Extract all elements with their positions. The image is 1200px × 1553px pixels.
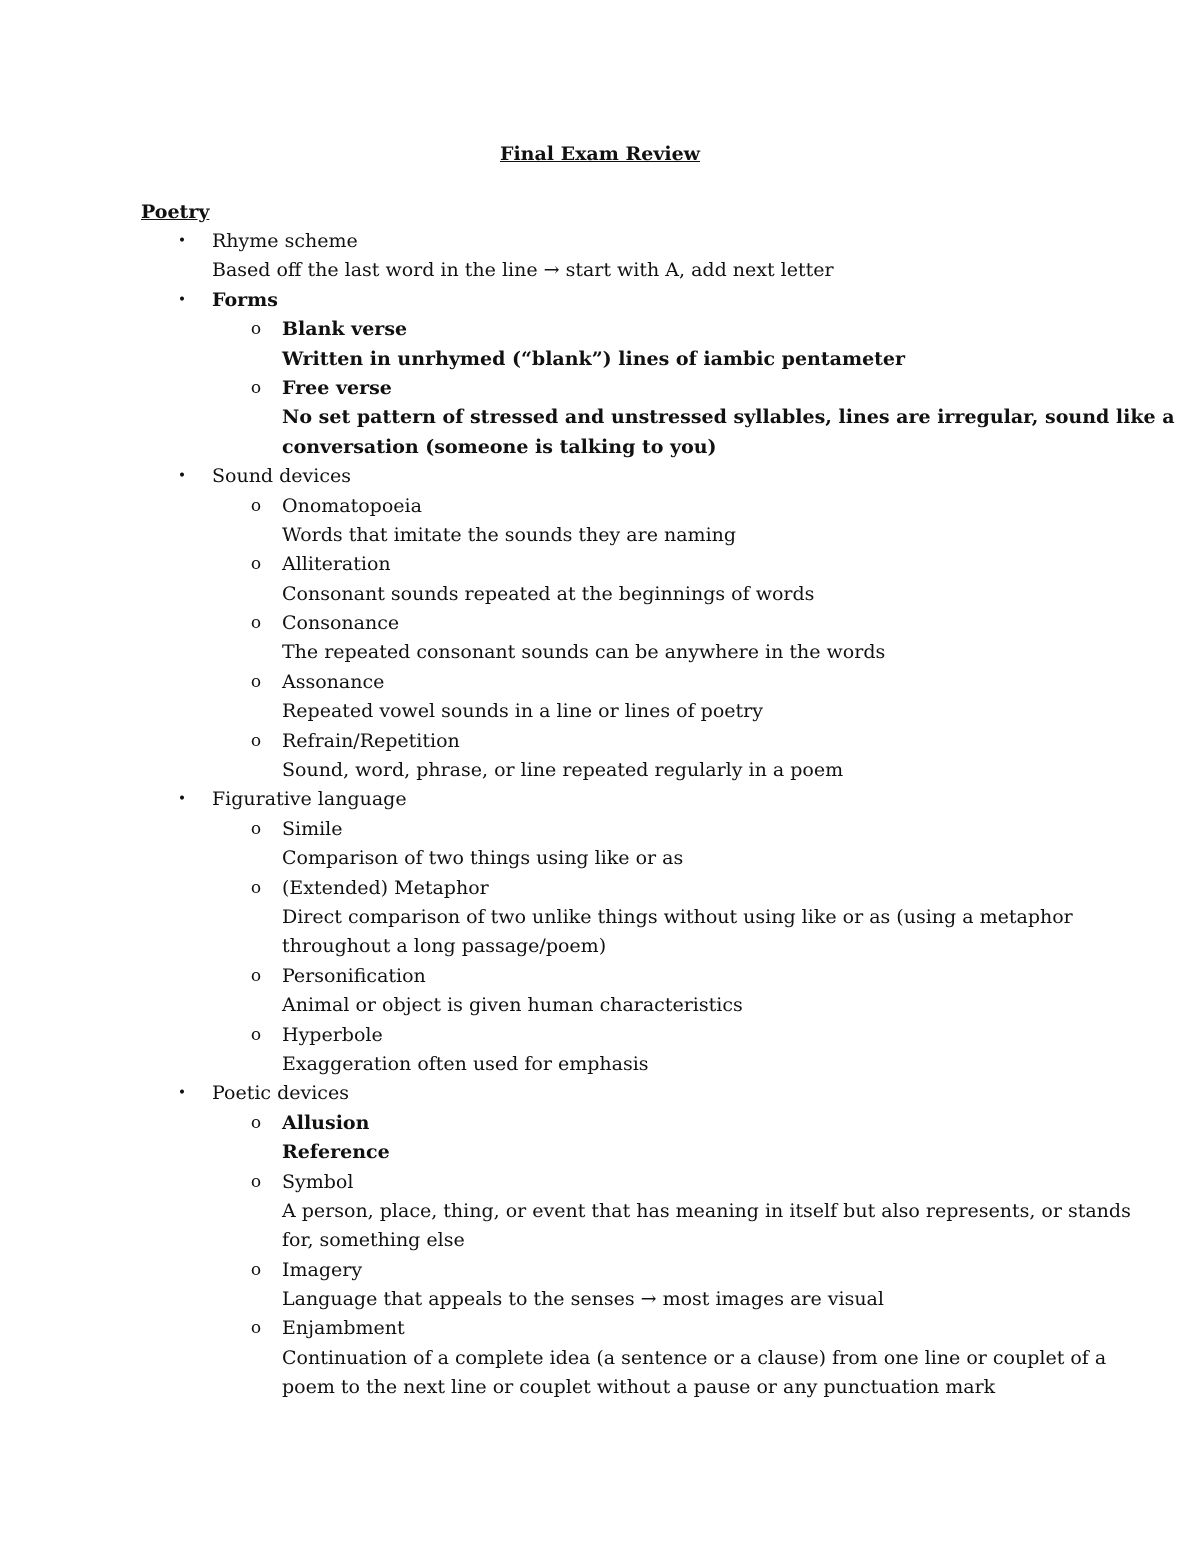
sub-item-label: Blank verse [282,318,408,341]
page-title: Final Exam Review [499,143,701,165]
sub-bullet-icon: o [250,1318,262,1339]
description-text: Written in unrhymed (“blank”) lines of iambic pentameter [282,347,906,370]
sub-item-description [0,1228,1200,1257]
bullet-icon: • [177,468,187,485]
description-text: Direct comparison of two unlike things without using like or as (using a metaphor [282,905,1073,928]
sub-item-alliteration [0,552,1200,581]
sub-item-free-verse [0,376,1200,405]
item-label: Sound devices [212,465,351,488]
sub-item-label: Symbol [282,1170,354,1193]
bullet-icon: • [177,791,187,808]
description-text: Continuation of a complete idea (a sentence or a clause) from one line or couplet of a [282,1346,1107,1369]
description-text: Language that appeals to the senses → most images are visual [282,1288,884,1311]
sub-item-label: Enjambment [282,1317,405,1340]
sub-item-label: (Extended) Metaphor [282,876,489,899]
sub-item-description [0,405,1200,434]
description-text: Exaggeration often used for emphasis [282,1052,649,1075]
sub-item-label: Refrain/Repetition [282,729,460,752]
sub-bullet-icon: o [250,1171,262,1192]
outline-item-forms [0,288,1200,317]
sub-item-description [0,435,1200,464]
sub-bullet-icon: o [250,818,262,839]
sub-item-description [0,1346,1200,1375]
description-text: Repeated vowel sounds in a line or lines of poetry [282,700,763,723]
sub-item-description [0,758,1200,787]
sub-item-metaphor [0,876,1200,905]
sub-item-description [0,905,1200,934]
sub-bullet-icon: o [250,554,262,575]
sub-item-enjambment [0,1316,1200,1345]
outline-item-poetic-devices [0,1081,1200,1110]
sub-item-label: Simile [282,817,343,840]
sub-item-personification [0,964,1200,993]
description-text: Animal or object is given human characteristics [282,994,743,1017]
sub-bullet-icon: o [250,319,262,340]
item-label: Rhyme scheme [212,230,358,252]
bullet-icon: • [177,291,187,308]
description-text: The repeated consonant sounds can be anywhere in the words [282,641,886,664]
description-text: Reference [282,1141,390,1164]
sub-item-symbol [0,1170,1200,1199]
section-heading-poetry: Poetry [141,201,210,223]
sub-item-label: Consonance [282,612,400,635]
sub-item-label: Free verse [282,376,392,399]
item-label: Poetic devices [212,1082,349,1105]
sub-item-label: Onomatopoeia [282,494,422,517]
outline-item-sound-devices [0,464,1200,493]
sub-bullet-icon: o [250,965,262,986]
sub-item-imagery [0,1258,1200,1287]
sub-item-assonance [0,670,1200,699]
sub-bullet-icon: o [250,613,262,634]
sub-item-description [0,846,1200,875]
sub-item-allusion [0,1111,1200,1140]
sub-item-label: Personification [282,964,426,987]
item-description [0,258,1200,287]
sub-item-label: Allusion [282,1111,370,1134]
bullet-icon: • [177,233,187,249]
sub-item-consonance [0,611,1200,640]
sub-item-description [0,1287,1200,1316]
sub-bullet-icon: o [250,1024,262,1045]
sub-bullet-icon: o [250,377,262,398]
description-text: throughout a long passage/poem) [282,935,607,958]
sub-bullet-icon: o [250,1112,262,1133]
description-text: poem to the next line or couplet without a pause or any punctuation mark [282,1376,996,1399]
sub-item-description [0,1199,1200,1228]
sub-item-description [0,1375,1200,1404]
item-label: Forms [212,288,278,311]
sub-item-description [0,640,1200,669]
sub-item-onomatopoeia [0,494,1200,523]
description-text: Sound, word, phrase, or line repeated regularly in a poem [282,759,844,782]
sub-item-refrain [0,729,1200,758]
description-text: No set pattern of stressed and unstressed syllables, lines are irregular, sound like a [282,406,1175,429]
description-text: Consonant sounds repeated at the beginnings of words [282,582,815,605]
sub-item-blank-verse [0,317,1200,346]
bullet-icon: • [177,1085,187,1102]
description-text: Based off the last word in the line → start with A, add next letter [212,259,834,282]
description-text: A person, place, thing, or event that has meaning in itself but also represents, or stands [282,1199,1131,1222]
sub-item-label: Assonance [282,670,385,693]
sub-bullet-icon: o [250,1259,262,1280]
outline-item-figurative-language [0,787,1200,816]
sub-item-label: Imagery [282,1258,363,1281]
sub-item-description [0,347,1200,376]
sub-item-description [0,699,1200,728]
sub-item-label: Alliteration [282,553,391,576]
outline-item-rhyme-scheme [0,229,1200,258]
description-text: Words that imitate the sounds they are naming [282,523,737,546]
item-label: Figurative language [212,788,407,811]
sub-bullet-icon: o [250,877,262,898]
sub-item-description [0,934,1200,963]
sub-bullet-icon: o [250,730,262,751]
sub-item-label: Hyperbole [282,1023,383,1046]
sub-item-description [0,1140,1200,1169]
description-text: Comparison of two things using like or as [282,847,684,870]
description-text: for, something else [282,1229,465,1252]
sub-bullet-icon: o [250,671,262,692]
sub-item-description [0,582,1200,611]
sub-item-simile [0,817,1200,846]
description-text: conversation (someone is talking to you) [282,435,717,458]
sub-bullet-icon: o [250,495,262,516]
sub-item-description [0,1052,1200,1081]
sub-item-hyperbole [0,1023,1200,1052]
outline [0,229,1200,1405]
sub-item-description [0,993,1200,1022]
sub-item-description [0,523,1200,552]
